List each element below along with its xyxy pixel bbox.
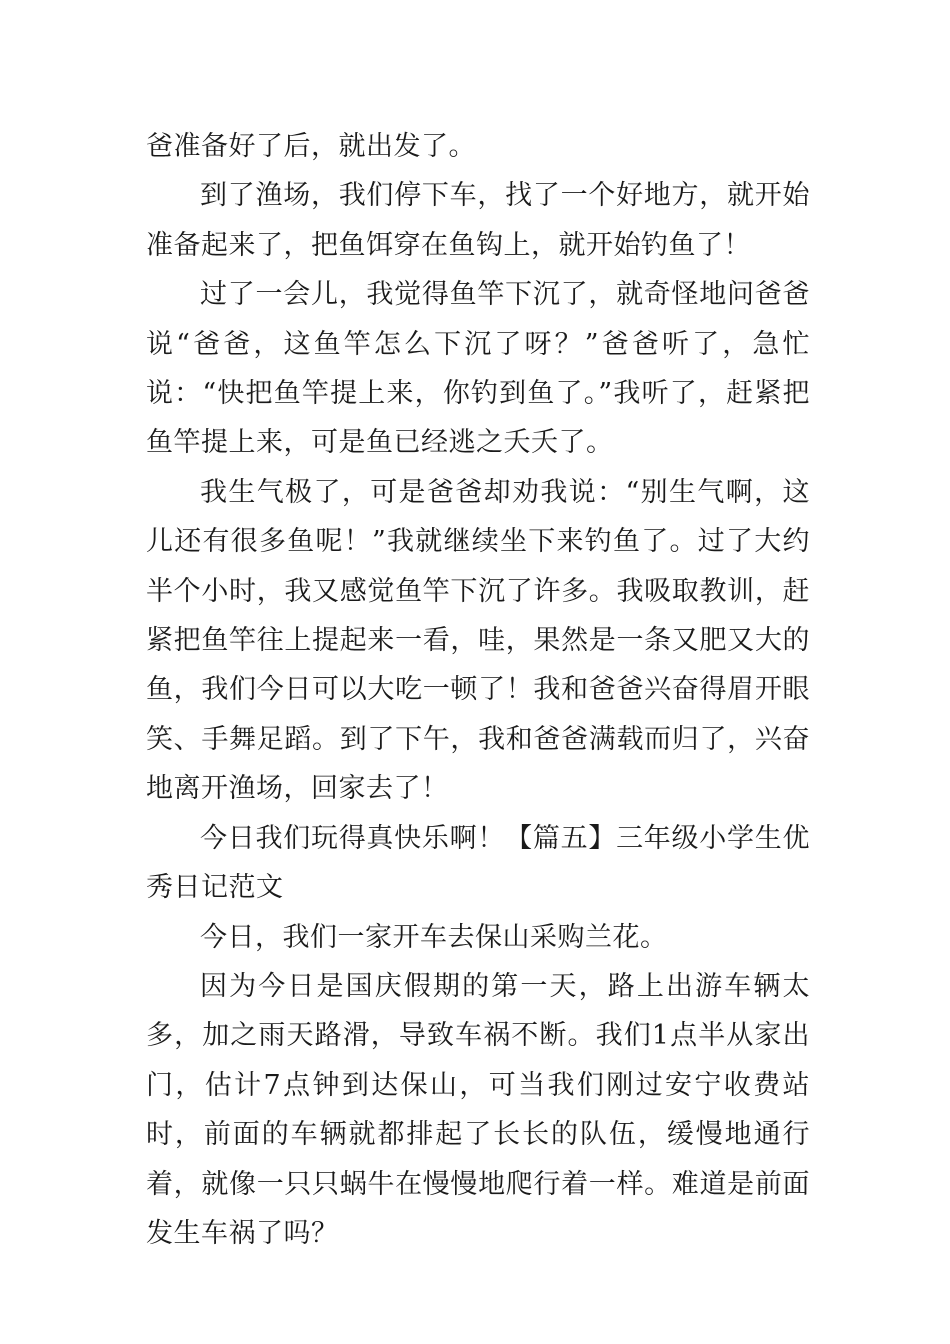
paragraph-7: 因为今日是国庆假期的第一天，路上出游车辆太多，加之雨天路滑，导致车祸不断。我们1点半从家出门，估计7点钟到达保山，可当我们刚过安宁收费站时，前面的车辆就都排起了长长的队伍，缓慢地通行着，就像一只只蜗牛在慢慢地爬行着一样。难道是前面发生车祸了吗？ <box>146 970 810 1249</box>
paragraph-6: 今日，我们一家开车去保山采购兰花。 <box>200 921 668 953</box>
document-body <box>146 122 810 1258</box>
paragraph-3: 过了一会儿，我觉得鱼竿下沉了，就奇怪地问爸爸说“爸爸，这鱼竿怎么下沉了呀？”爸爸听了，急忙说：“快把鱼竿提上来，你钓到鱼了。”我听了，赶紧把鱼竿提上来，可是鱼已经逃之夭夭了。 <box>146 279 810 459</box>
paragraph-4: 我生气极了，可是爸爸却劝我说：“别生气啊，这儿还有很多鱼呢！”我就继续坐下来钓鱼了。过了大约半个小时，我又感觉鱼竿下沉了许多。我吸取教训，赶紧把鱼竿往上提起来一看，哇，果然是一条又肥又大的鱼，我们今日可以大吃一顿了！我和爸爸兴奋得眉开眼笑、手舞足蹈。到了下午，我和爸爸满载而归了，兴奋地离开渔场，回家去了！ <box>146 476 810 805</box>
paragraph-5: 今日我们玩得真快乐啊！【篇五】三年级小学生优秀日记范文 <box>146 822 810 904</box>
paragraph-2: 到了渔场，我们停下车，找了一个好地方，就开始准备起来了，把鱼饵穿在鱼钩上，就开始钓鱼了！ <box>146 180 810 261</box>
paragraph-1: 爸准备好了后，就出发了。 <box>146 131 476 162</box>
